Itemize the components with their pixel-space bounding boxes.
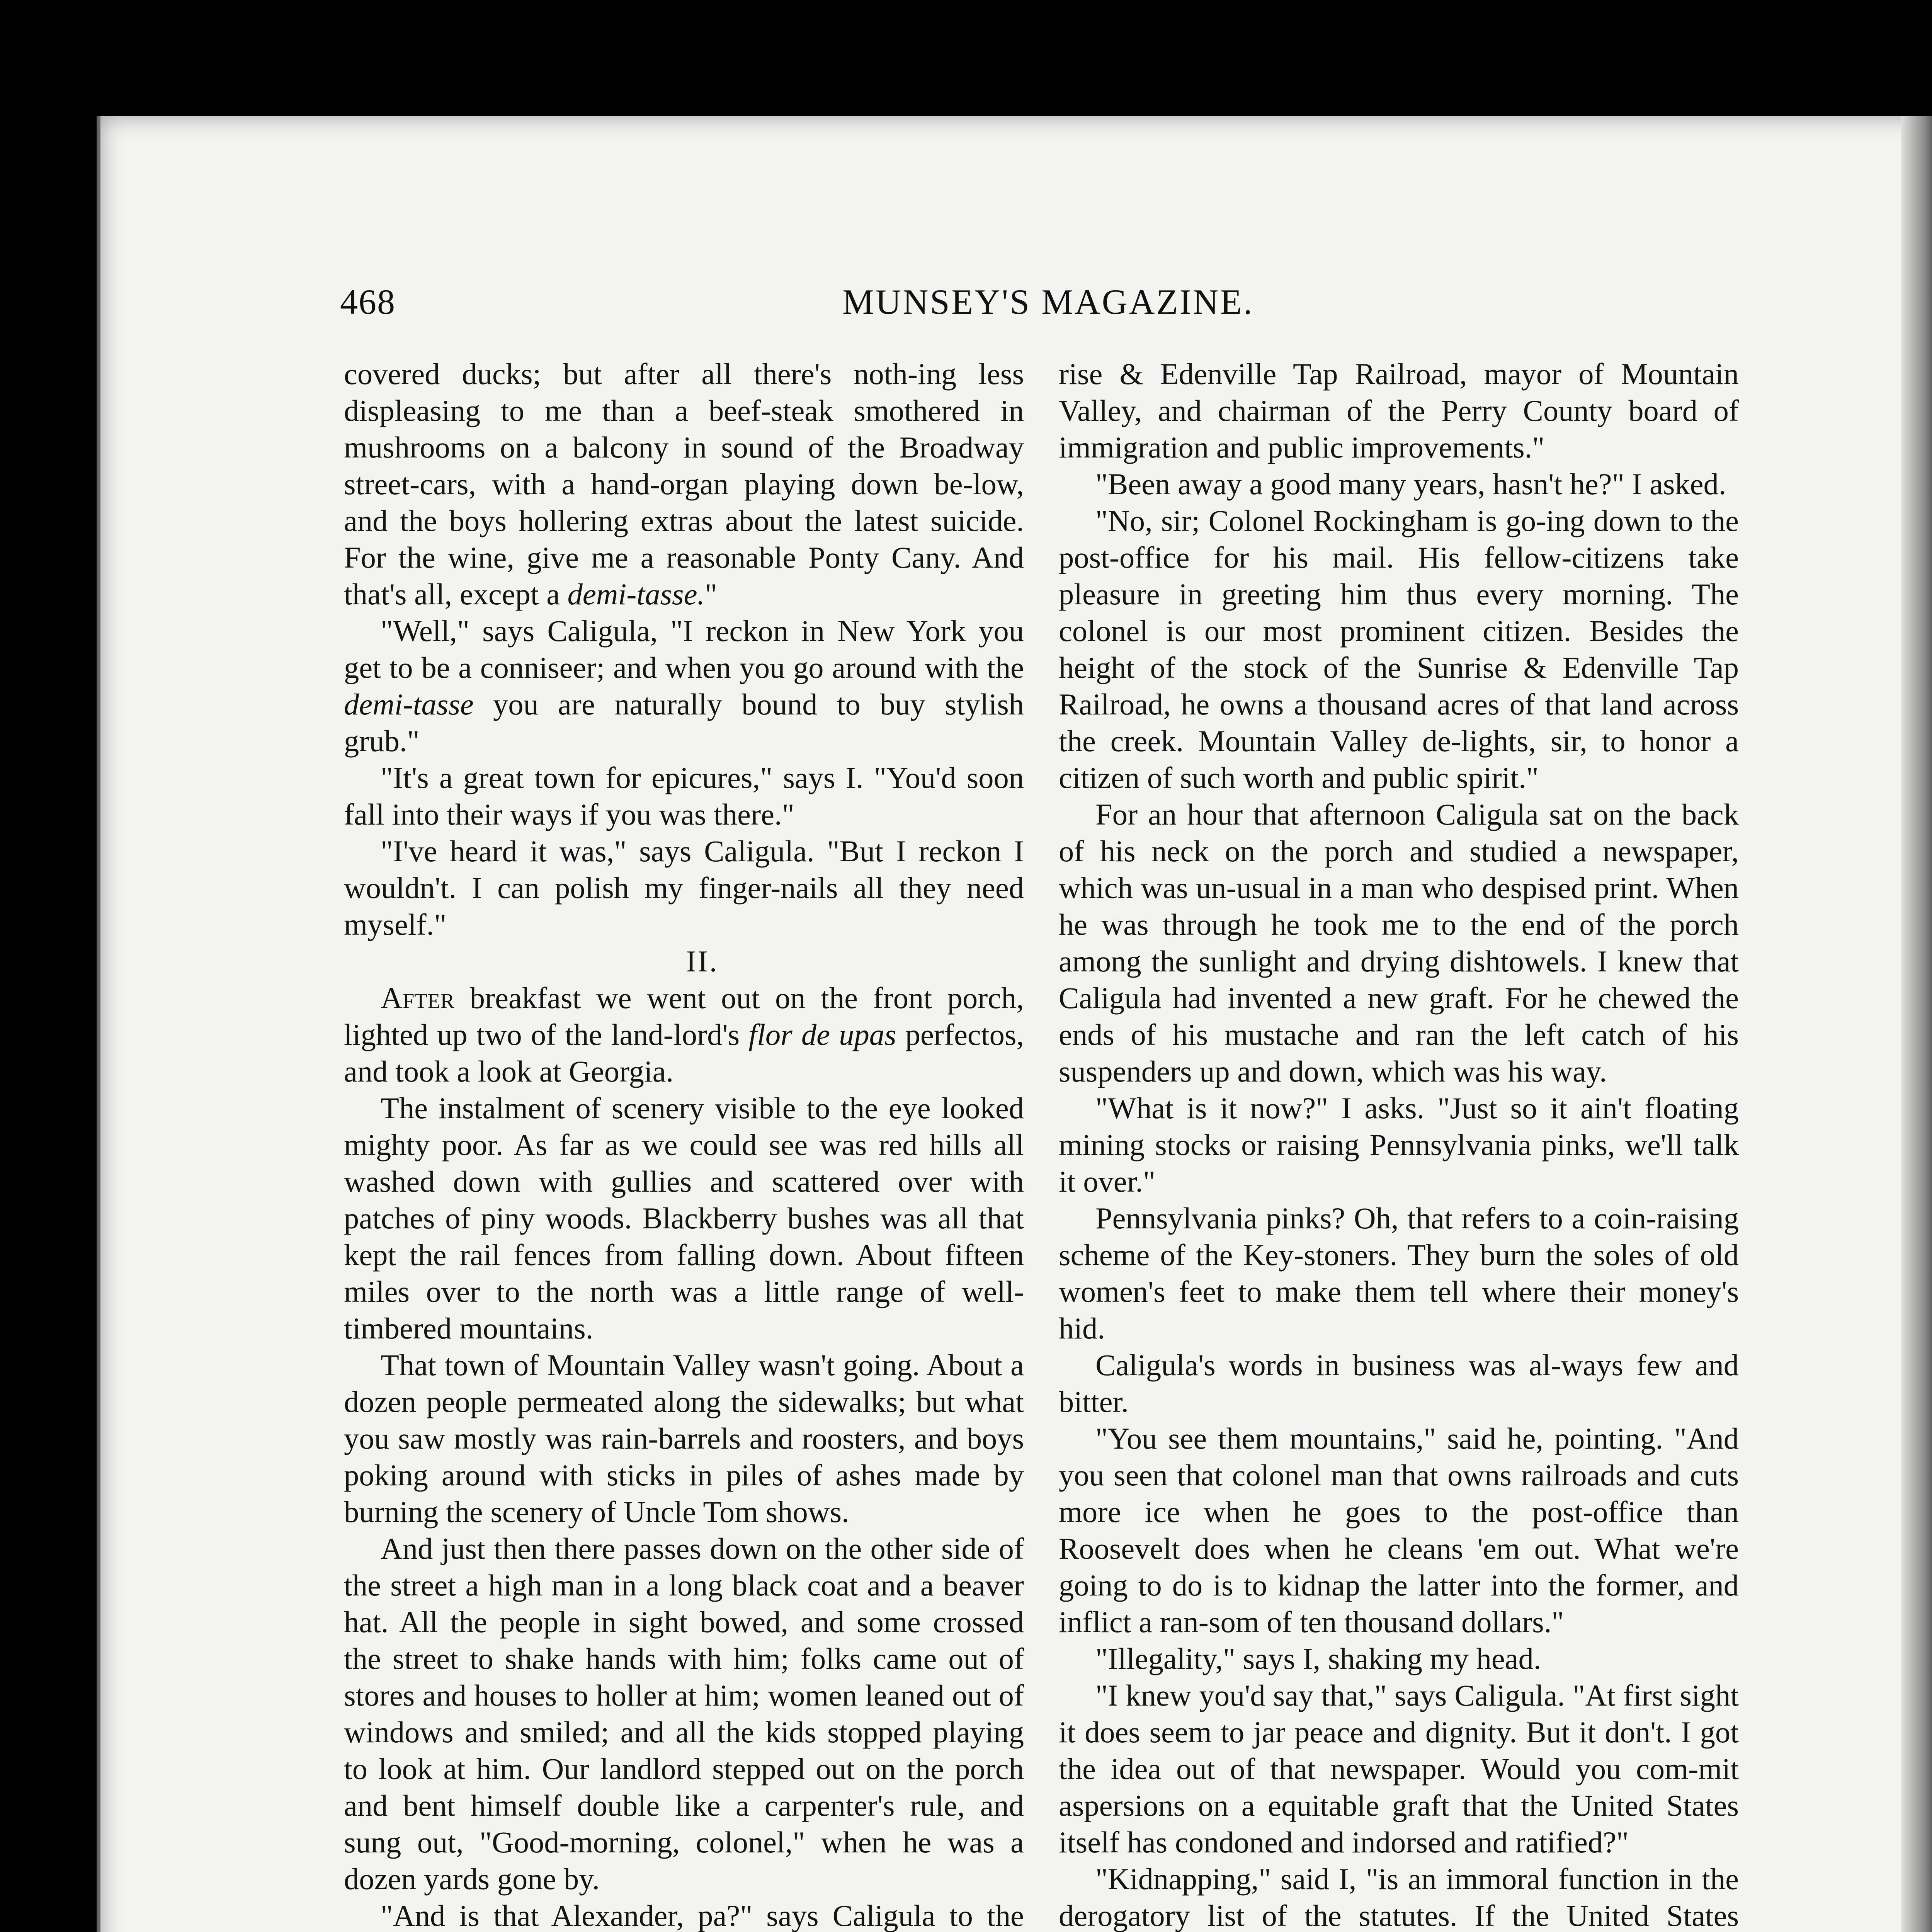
paragraph: "No, sir; Colonel Rockingham is go-ing down to the post-office for his mail. His fellow-citizens take pleasure in greeting him thus every morning. The colonel is our most prominent citizen. Besides the height of the stock of the Sunrise & Edenville Tap Railroad, he owns a thousand acres of that land across the creek. Mountain Valley de-lights, sir, to honor a citizen of such worth and public spirit."	[1059, 504, 1739, 794]
paragraph	[344, 980, 1024, 1090]
paragraph: "It's a great town for epicures," says I. "You'd soon fall into their ways if you was there."	[344, 761, 1024, 831]
smallcaps-lead: After	[381, 981, 455, 1015]
paragraph: For an hour that afternoon Caligula sat on the back of his neck on the porch and studied a newspaper, which was un-usual in a man who despised print. When he was through he took me to the end of the porch among the sunlight and drying dishtowels. I knew that Caligula had invented a new graft. For he chewed the ends of his mustache and ran the left catch of his suspenders up and down, which was his way.	[1059, 798, 1739, 1088]
paragraph	[344, 355, 1024, 612]
paragraph: "You see them mountains," said he, pointing. "And you seen that colonel man that owns railroads and cuts more ice when he goes to the post-office than Roosevelt does when he cleans 'em out. What we're going to do is to kidnap the latter into the former, and inflict a ran-som of ten thousand dollars."	[1059, 1422, 1739, 1639]
paragraph: "I knew you'd say that," says Caligula. "At first sight it does seem to jar peace and dignity. But it don't. I got the idea out of that newspaper. Would you com-mit aspersions on a equitable graft that the United States itself has condoned and indorsed and ratified?"	[1059, 1679, 1739, 1859]
text-column-left	[344, 355, 1024, 1932]
paragraph: "What is it now?" I asks. "Just so it ain't floating mining stocks or raising Pennsylvania pinks, we'll talk it over."	[1059, 1091, 1739, 1198]
paragraph-text: breakfast we went out on the front porch, lighted up two of the land-lord's	[344, 981, 1024, 1051]
paragraph-text: perfectos, and took a look at Georgia.	[344, 1018, 1024, 1088]
paragraph: The instalment of scenery visible to the eye looked mighty poor. As far as we could see was red hills all washed down with gullies and scattered over with patches of piny woods. Blackberry bushes was all that kept the rail fences from falling down. About fifteen miles over to the north was a little range of well-timbered mountains.	[344, 1091, 1024, 1345]
page-binding-right-edge	[1901, 116, 1932, 1932]
paragraph: Pennsylvania pinks? Oh, that refers to a coin-raising scheme of the Key-stoners. They burn the soles of old women's feet to make them tell where their money's hid.	[1059, 1201, 1739, 1345]
paragraph: That town of Mountain Valley wasn't going. About a dozen people permeated along the sidewalks; but what you saw mostly was rain-barrels and roosters, and boys poking around with sticks in piles of ashes made by burning the scenery of Uncle Tom shows.	[344, 1348, 1024, 1529]
italic-text: demi-tasse	[344, 687, 474, 721]
paragraph: Caligula's words in business was al-ways few and bitter.	[1059, 1348, 1739, 1418]
paragraph-text: "	[705, 577, 718, 611]
paragraph-text: covered ducks; but after all there's noth-ing less displeasing to me than a beef-steak smothered in mushrooms on a balcony in sound of the Broadway street-cars, with a hand-organ playing down be-low, and the boys hollering extras about the latest suicide. For the wine, give me a reasonable Ponty Cany. And that's all, except a	[344, 357, 1024, 611]
section-heading: II.	[686, 944, 719, 978]
italic-text: flor de upas	[748, 1018, 896, 1051]
text-column-right	[1059, 355, 1739, 1932]
paragraph-text: "Well," says Caligula, "I reckon in New York you get to be a conniseer; and when you go around with the	[344, 614, 1024, 684]
running-head	[340, 281, 1770, 328]
paragraph: "I've heard it was," says Caligula. "But I reckon I wouldn't. I can polish my finger-nails all they need myself."	[344, 834, 1024, 941]
italic-text: demi-tasse.	[567, 577, 705, 611]
paragraph: "And is that Alexander, pa?" says Caligula to the	[381, 1899, 1024, 1932]
paragraph	[344, 612, 1024, 759]
page-number: 468	[340, 282, 396, 321]
paragraph: And just then there passes down on the other side of the street a high man in a long black coat and a beaver hat. All the people in sight bowed, and some crossed the street to shake hands with him; folks came out of stores and houses to holler at him; women leaned out of windows and smiled; and all the kids stopped playing to look at him. Our landlord stepped out on the porch and bent himself double like a carpenter's rule, and sung out, "Good-morning, colonel," when he was a dozen yards gone by.	[344, 1532, 1024, 1896]
paragraph-text: you are naturally bound to buy stylish grub."	[344, 687, 1024, 758]
paragraph: "Illegality," says I, shaking my head.	[1095, 1642, 1541, 1675]
magazine-title: MUNSEY'S MAGAZINE.	[842, 282, 1254, 321]
paragraph: "Been away a good many years, hasn't he?" I asked.	[1095, 467, 1726, 501]
paragraph: rise & Edenville Tap Railroad, mayor of Mountain Valley, and chairman of the Perry County board of immigration and public improvements."	[1059, 357, 1739, 464]
paragraph: "Kidnapping," said I, "is an immoral function in the derogatory list of the statutes. If the United States	[1059, 1862, 1739, 1932]
